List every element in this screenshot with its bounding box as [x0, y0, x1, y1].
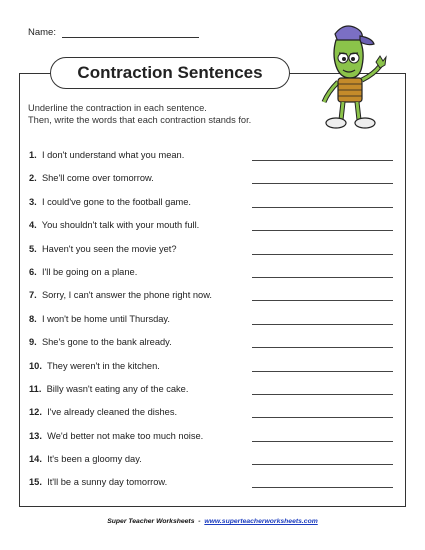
name-label: Name: — [28, 27, 56, 38]
item-sentence: It'll be a sunny day tomorrow. — [47, 477, 168, 488]
answer-line[interactable] — [252, 417, 393, 418]
item-sentence: Haven't you seen the movie yet? — [41, 243, 177, 254]
item-sentence: It's been a gloomy day. — [47, 454, 142, 465]
footer-brand: Super Teacher Worksheets — [107, 518, 195, 525]
name-row — [28, 27, 199, 38]
item-sentence: I won't be home until Thursday. — [41, 313, 170, 324]
instructions-line-2: Then, write the words that each contraction stands for. — [28, 115, 252, 125]
item-number: 14. — [29, 454, 42, 465]
list-item — [29, 477, 399, 500]
item-sentence: Billy wasn't eating any of the cake. — [46, 383, 189, 394]
footer-link[interactable]: www.superteacherworksheets.com — [204, 518, 318, 525]
item-sentence: I don't understand what you mean. — [41, 150, 185, 160]
item-number: 7. — [29, 290, 37, 301]
answer-line[interactable] — [252, 300, 393, 301]
item-number: 5. — [29, 243, 37, 254]
item-number: 13. — [29, 430, 42, 441]
footer-separator: - — [198, 518, 201, 525]
answer-line[interactable] — [252, 371, 393, 372]
answer-line[interactable] — [252, 277, 393, 278]
item-number: 9. — [29, 337, 37, 348]
answer-line[interactable] — [252, 160, 393, 161]
item-sentence: I'll be going on a plane. — [41, 266, 138, 277]
worksheet-title — [50, 57, 290, 89]
item-sentence: We'd better not make too much noise. — [47, 430, 204, 441]
item-number: 6. — [29, 266, 37, 277]
list-item — [29, 244, 399, 267]
list-item — [29, 150, 399, 173]
instructions — [28, 102, 251, 126]
item-sentence: Sorry, I can't answer the phone right now. — [41, 290, 213, 301]
list-item — [29, 384, 399, 407]
title-text: Contraction Sentences — [77, 63, 263, 82]
answer-line[interactable] — [252, 347, 393, 348]
list-item — [29, 314, 399, 337]
list-item — [29, 197, 399, 220]
item-number: 8. — [29, 313, 37, 324]
item-number: 10. — [29, 360, 42, 371]
list-item — [29, 361, 399, 384]
list-item — [29, 267, 399, 290]
list-item — [29, 220, 399, 243]
item-number: 15. — [29, 477, 42, 488]
list-item — [29, 454, 399, 477]
instructions-line-1: Underline the contraction in each sentence. — [28, 103, 207, 113]
answer-line[interactable] — [252, 394, 393, 395]
list-item — [29, 407, 399, 430]
item-number: 2. — [29, 173, 37, 184]
item-number: 12. — [29, 407, 42, 418]
item-sentence: You shouldn't talk with your mouth full. — [41, 220, 200, 231]
item-sentence: I could've gone to the football game. — [41, 196, 192, 207]
answer-line[interactable] — [252, 324, 393, 325]
sentence-list — [29, 150, 399, 501]
answer-line[interactable] — [252, 487, 393, 488]
item-sentence: She'll come over tomorrow. — [41, 173, 154, 184]
mascot-illustration — [310, 20, 400, 135]
item-number: 11. — [29, 383, 42, 394]
answer-line[interactable] — [252, 254, 393, 255]
item-sentence: They weren't in the kitchen. — [46, 360, 160, 371]
list-item — [29, 431, 399, 454]
answer-line[interactable] — [252, 230, 393, 231]
item-number: 4. — [29, 220, 37, 231]
footer — [0, 518, 425, 525]
answer-line[interactable] — [252, 183, 393, 184]
answer-line[interactable] — [252, 464, 393, 465]
name-field-line[interactable] — [62, 27, 199, 38]
answer-line[interactable] — [252, 441, 393, 442]
answer-line[interactable] — [252, 207, 393, 208]
list-item — [29, 337, 399, 360]
list-item — [29, 173, 399, 196]
item-sentence: I've already cleaned the dishes. — [47, 407, 178, 418]
item-sentence: She's gone to the bank already. — [41, 337, 172, 348]
item-number: 3. — [29, 196, 37, 207]
item-number: 1. — [29, 150, 37, 160]
list-item — [29, 290, 399, 313]
